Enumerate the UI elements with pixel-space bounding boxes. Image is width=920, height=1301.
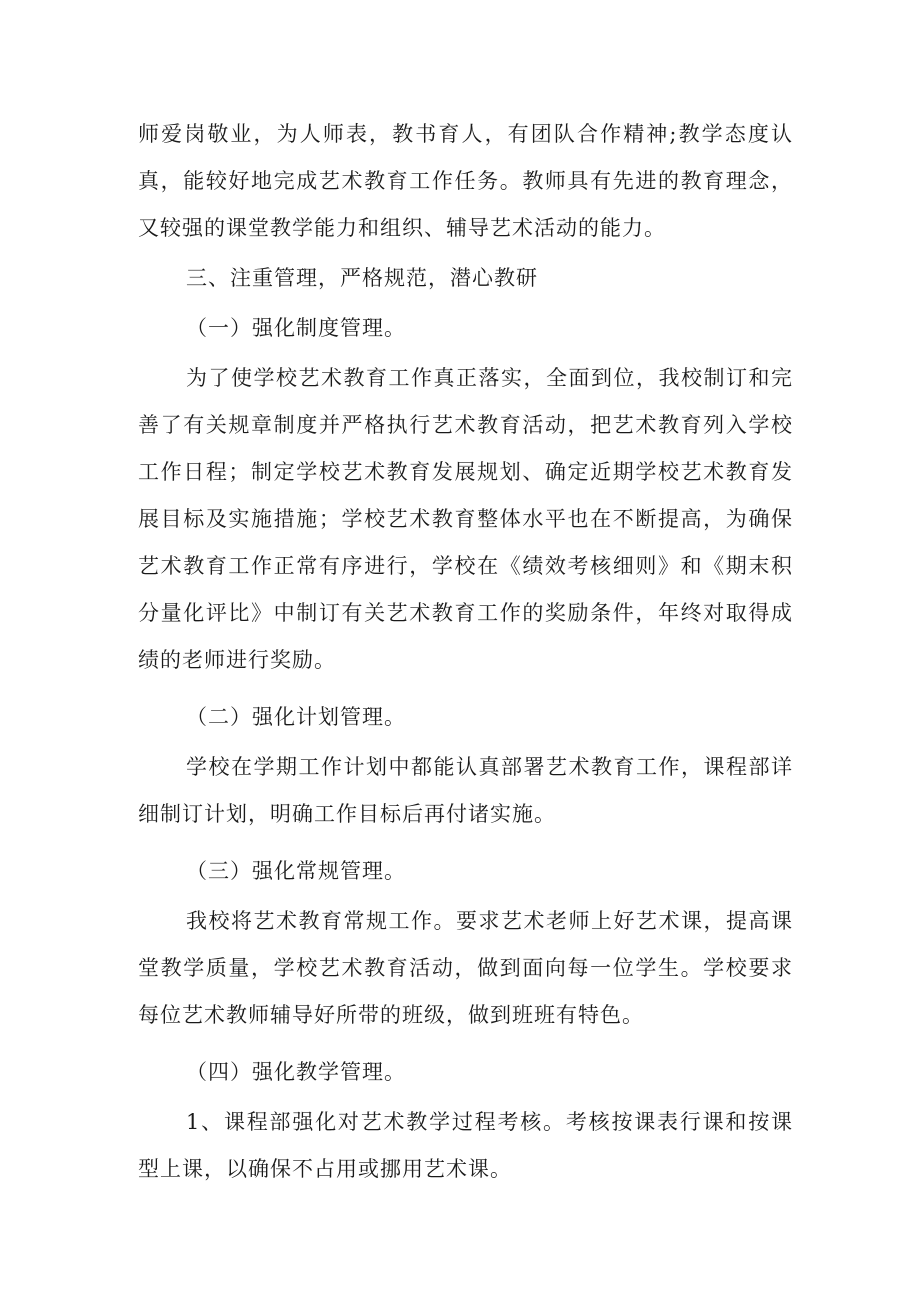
paragraph-routine-management: 我校将艺术教育常规工作。要求艺术老师上好艺术课，提高课堂教学质量，学校艺术教育活动，做到面向每一位学生。学校要求每位艺术教师辅导好所带的班级，做到班班有特色。 [138, 909, 793, 1027]
paragraph-system-management: 为了使学校艺术教育工作真正落实，全面到位，我校制订和完善了有关规章制度并严格执行艺术教育活动，把艺术教育列入学校工作日程；制定学校艺术教育发展规划、确定近期学校艺术教育发展目标及实施措施；学校艺术教育整体水平也在不断提高，为确保艺术教育工作正常有序进行，学校在《绩效考核细则》和《期末积分量化评比》中制订有关艺术教育工作的奖励条件，年终对取得成绩的老师进行奖励。 [138, 366, 793, 672]
subheading-routine-management: （三）强化常规管理。 [186, 859, 406, 883]
paragraph-teaching-assessment: 1、课程部强化对艺术教学过程考核。考核按课表行课和按课型上课，以确保不占用或挪用艺术课。 [138, 1110, 793, 1181]
subheading-plan-management: （二）强化计划管理。 [186, 705, 406, 729]
subheading-system-management: （一）强化制度管理。 [186, 316, 406, 340]
document-body [138, 111, 793, 1193]
paragraph-plan-management: 学校在学期工作计划中都能认真部署艺术教育工作，课程部详细制订计划，明确工作目标后再付诸实施。 [138, 755, 793, 826]
subheading-teaching-management: （四）强化教学管理。 [186, 1060, 406, 1084]
section-heading-management: 三、注重管理，严格规范，潜心教研 [186, 266, 538, 290]
paragraph-teacher-qualities: 师爱岗敬业，为人师表，教书育人，有团队合作精神;教学态度认真，能较好地完成艺术教育工作任务。教师具有先进的教育理念，又较强的课堂教学能力和组织、辅导艺术活动的能力。 [138, 122, 793, 240]
